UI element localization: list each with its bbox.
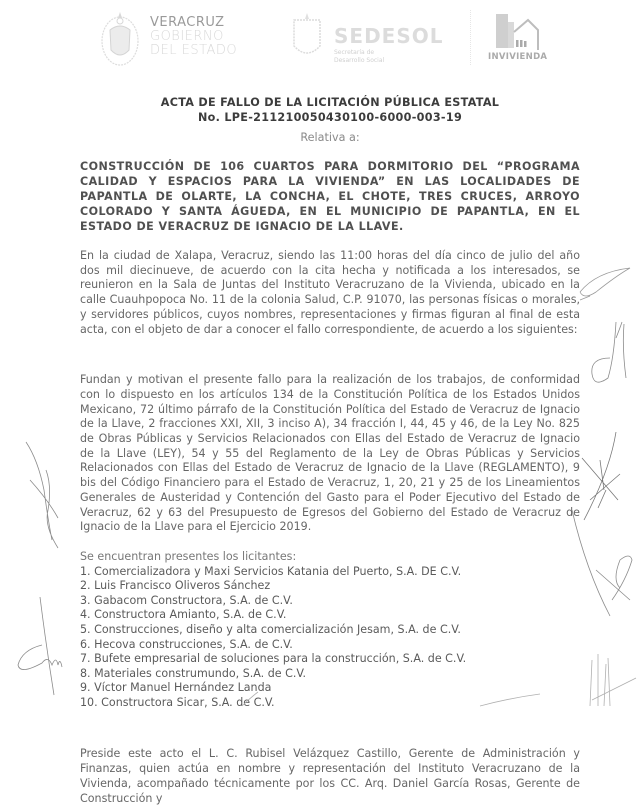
signature-right-2: [586, 318, 636, 418]
bidders-list: [80, 565, 580, 711]
veracruz-logo-text: [150, 16, 237, 58]
bidder-item: 10. Constructora Sicar, S.A. de C.V.: [80, 695, 275, 709]
logo-line-veracruz: VERACRUZ: [150, 15, 225, 30]
sedesol-subtitle-line2: Desarrollo Social: [334, 57, 385, 64]
sedesol-logo: [290, 8, 450, 68]
relativa-label: Relativa a:: [300, 131, 360, 144]
opening-paragraph: En la ciudad de Xalapa, Veracruz, siendo las 11:00 horas del día cinco de julio del año dos mil diecinueve, de acuerdo con la cita hecha y notificada a los interesados, se reunieron en la Sala de Juntas del Instituto Veracruzano de la Vivienda, ubicado en la calle Cuauhpopoca No. 11 de la colonia Salud, C.P. 91070, las personas físicas o morales, y servidores públicos, cuyos nombres, representaciones y firmas figuran al final de esta acta, con el objeto de dar a conocer el fallo correspondiente, de acuerdo a los siguientes:: [80, 249, 580, 336]
sedesol-subtitle: [334, 49, 384, 65]
building-house-icon: [482, 10, 562, 55]
letterhead: [0, 0, 640, 80]
signature-left-top: [18, 440, 63, 550]
bidder-item: 4. Constructora Amianto, S.A. de C.V.: [80, 608, 287, 622]
logo-divider: [470, 10, 471, 65]
title-line-1: ACTA DE FALLO DE LA LICITACIÓN PÚBLICA ESTATAL: [160, 96, 500, 109]
signature-right-1: [576, 262, 636, 302]
bidder-item: 3. Gabacom Constructora, S.A. de C.V.: [80, 593, 293, 607]
signature-right-bottom: [584, 650, 638, 708]
logo-line-gobierno: GOBIERNO: [150, 29, 224, 44]
bidder-item: 8. Materiales construmundo, S.A. de C.V.: [80, 666, 307, 680]
veracruz-government-logo: [98, 8, 248, 68]
bidder-item: 6. Hecova construcciones, S.A. de C.V.: [80, 637, 293, 651]
coat-of-arms-icon: [98, 8, 142, 68]
signature-right-3: [580, 430, 638, 530]
bidder-item: 1. Comercializadora y Maxi Servicios Katania del Puerto, S.A. DE C.V.: [80, 564, 462, 578]
invivienda-logo: [482, 10, 562, 65]
bidders-heading: Se encuentran presentes los licitantes:: [80, 549, 297, 563]
subject-paragraph: CONSTRUCCIÓN DE 106 CUARTOS PARA DORMITORIO DEL “PROGRAMA CALIDAD Y ESPACIOS PARA LA VIVIENDA” EN LAS LOCALIDADES DE PAPANTLA DE OLARTE, LA CONCHA, EL CHOTE, TRES CRUCES, ARROYO COLORADO Y SANTA ÁGUEDA, EN EL MUNICIPIO DE PAPANTLA, EN EL ESTADO DE VERACRUZ DE IGNACIO DE LA LLAVE.: [80, 160, 580, 233]
invivienda-wordmark: INVIVIENDA: [488, 52, 548, 62]
signature-left-bottom: [12, 595, 67, 705]
bidder-item: 2. Luis Francisco Oliveros Sánchez: [80, 579, 271, 593]
legal-basis-paragraph: Fundan y motivan el presente fallo para la realización de los trabajos, de conformidad con lo dispuesto en los artículos 134 de la Constitución Política de los Estados Unidos Mexicano, 72 último párrafo de la Constitución Política del Estado de Veracruz de Ignacio de la Llave, 2 fracciones XXI, XII, 3 inciso A), 34 fracción I, 44, 45 y 46, de la Ley No. 825 de Obras Públicas y Servicios Relacionados con Ellas del Estado de Veracruz de Ignacio de la Llave (LEY), 54 y 55 del Reglamento de la Ley de Obras Públicas y Servicios Relacionados con Ellas del Estado de Veracruz de Ignacio de la Llave (REGLAMENTO), 9 bis del Código Financiero para el Estado de Veracruz, 1, 20, 21 y 25 de los Lineamientos Generales de Austeridad y Contención del Gasto para el Poder Ejecutivo del Estado de Veracruz, 62 y 63 del Presupuesto de Egresos del Gobierno del Estado de Veracruz de Ignacio de la Llave para el Ejercicio 2019.: [80, 373, 580, 534]
sedesol-subtitle-line1: Secretaría de: [334, 49, 375, 56]
presiding-paragraph: Preside este acto el L. C. Rubisel Velázquez Castillo, Gerente de Administración y Finanzas, quien actúa en nombre y representación del Instituto Veracruzano de la Vivienda, acompañado técnicamente por los CC. Arq. Daniel García Rosas, Gerente de Construcción y: [80, 747, 580, 805]
state-shield-icon: [290, 12, 324, 62]
document-body: [80, 96, 580, 806]
logo-line-del-estado: DEL ESTADO: [150, 43, 238, 58]
bidder-item: 9. Víctor Manuel Hernández Landa: [80, 681, 272, 695]
bidder-item: 5. Construcciones, diseño y alta comercialización Jesam, S.A. de C.V.: [80, 622, 461, 636]
document-title: [80, 96, 580, 125]
bidder-item: 7. Bufete empresarial de soluciones para la construcción, S.A. de C.V.: [80, 652, 467, 666]
sedesol-wordmark: SEDESOL: [334, 24, 444, 48]
title-line-2: No. LPE-211210050430100-6000-003-19: [197, 110, 463, 124]
